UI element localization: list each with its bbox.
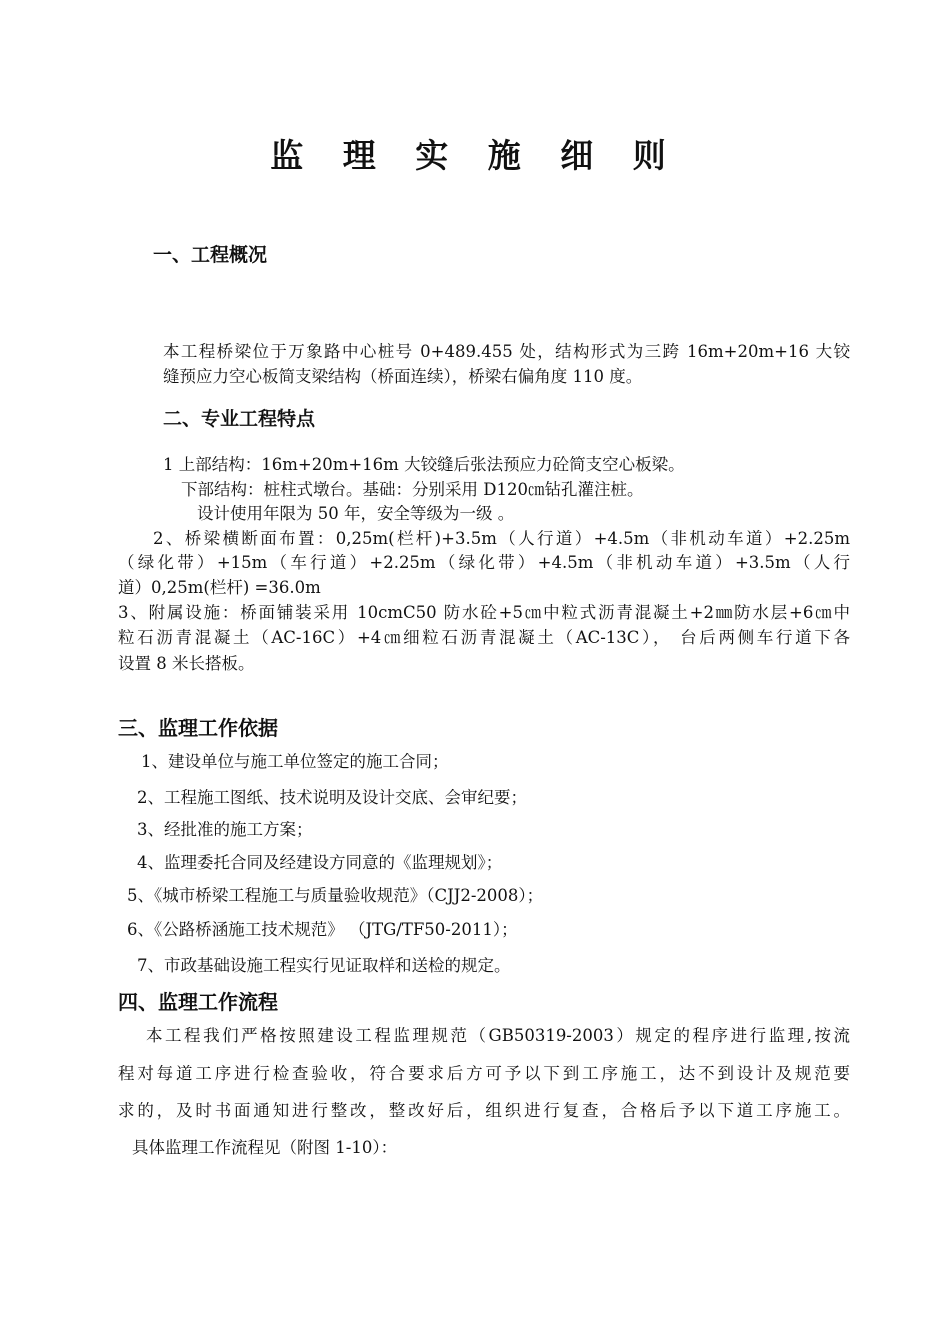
features-line: 粒石沥青混凝土（AC-16C）+4㎝细粒石沥青混凝土（AC-13C）， 台后两侧车行道下各: [118, 628, 850, 647]
basis-item: 2、工程施工图纸、技术说明及设计交底、会审纪要；: [137, 788, 527, 807]
section-heading-workflow: 四、监理工作流程: [118, 990, 278, 1014]
features-line: 3、附属设施：桥面铺装采用 10cmC50 防水砼+5㎝中粒式沥青混凝土+2㎜防水层+6㎝中: [118, 603, 850, 622]
features-line: 道）0,25m(栏杆) =36.0m: [118, 578, 321, 597]
basis-item: 5、《城市桥梁工程施工与质量验收规范》（CJJ2-2008）；: [127, 886, 544, 905]
section-heading-basis: 三、监理工作依据: [118, 716, 278, 740]
basis-item: 7、市政基础设施工程实行见证取样和送检的规定。: [137, 956, 511, 975]
overview-line: 本工程桥梁位于万象路中心桩号 0+489.455 处，结构形式为三跨 16m+20m+16 大铰: [163, 342, 850, 361]
basis-item: 4、监理委托合同及经建设方同意的《监理规划》；: [137, 853, 503, 872]
basis-item: 6、《公路桥涵施工技术规范》 （JTG/TF50-2011）；: [127, 920, 518, 939]
basis-item: 1、建设单位与施工单位签定的施工合同；: [141, 752, 449, 771]
section-heading-features: 二、专业工程特点: [163, 408, 316, 430]
workflow-line: 本工程我们严格按照建设工程监理规范（GB50319-2003）规定的程序进行监理,按流: [146, 1026, 850, 1045]
features-line: 1 上部结构：16m+20m+16m 大铰缝后张法预应力砼简支空心板梁。: [163, 455, 685, 474]
workflow-line: 具体监理工作流程见（附图 1-10）：: [132, 1138, 398, 1157]
features-line: 设置 8 米长搭板。: [118, 654, 255, 673]
workflow-line: 程对每道工序进行检查验收，符合要求后方可予以下到工序施工，达不到设计及规范要: [118, 1064, 850, 1083]
section-heading-overview: 一、工程概况: [153, 244, 268, 266]
features-line: 下部结构：桩柱式墩台。基础：分别采用 D120㎝钻孔灌注桩。: [181, 480, 644, 499]
basis-item: 3、经批准的施工方案；: [137, 820, 313, 839]
features-line: 2、桥梁横断面布置：0,25m(栏杆)+3.5m（人行道）+4.5m（非机动车道）+2.25m: [153, 529, 850, 548]
features-line: （绿化带）+15m（车行道）+2.25m（绿化带）+4.5m（非机动车道）+3.5m（人行: [118, 553, 850, 572]
document-title: 监 理 实 施 细 则: [270, 136, 680, 175]
overview-line: 缝预应力空心板简支梁结构（桥面连续），桥梁右偏角度 110 度。: [163, 367, 643, 386]
workflow-line: 求的，及时书面通知进行整改，整改好后，组织进行复查，合格后予以下道工序施工。: [118, 1101, 850, 1120]
features-line: 设计使用年限为 50 年，安全等级为一级 。: [197, 504, 515, 523]
